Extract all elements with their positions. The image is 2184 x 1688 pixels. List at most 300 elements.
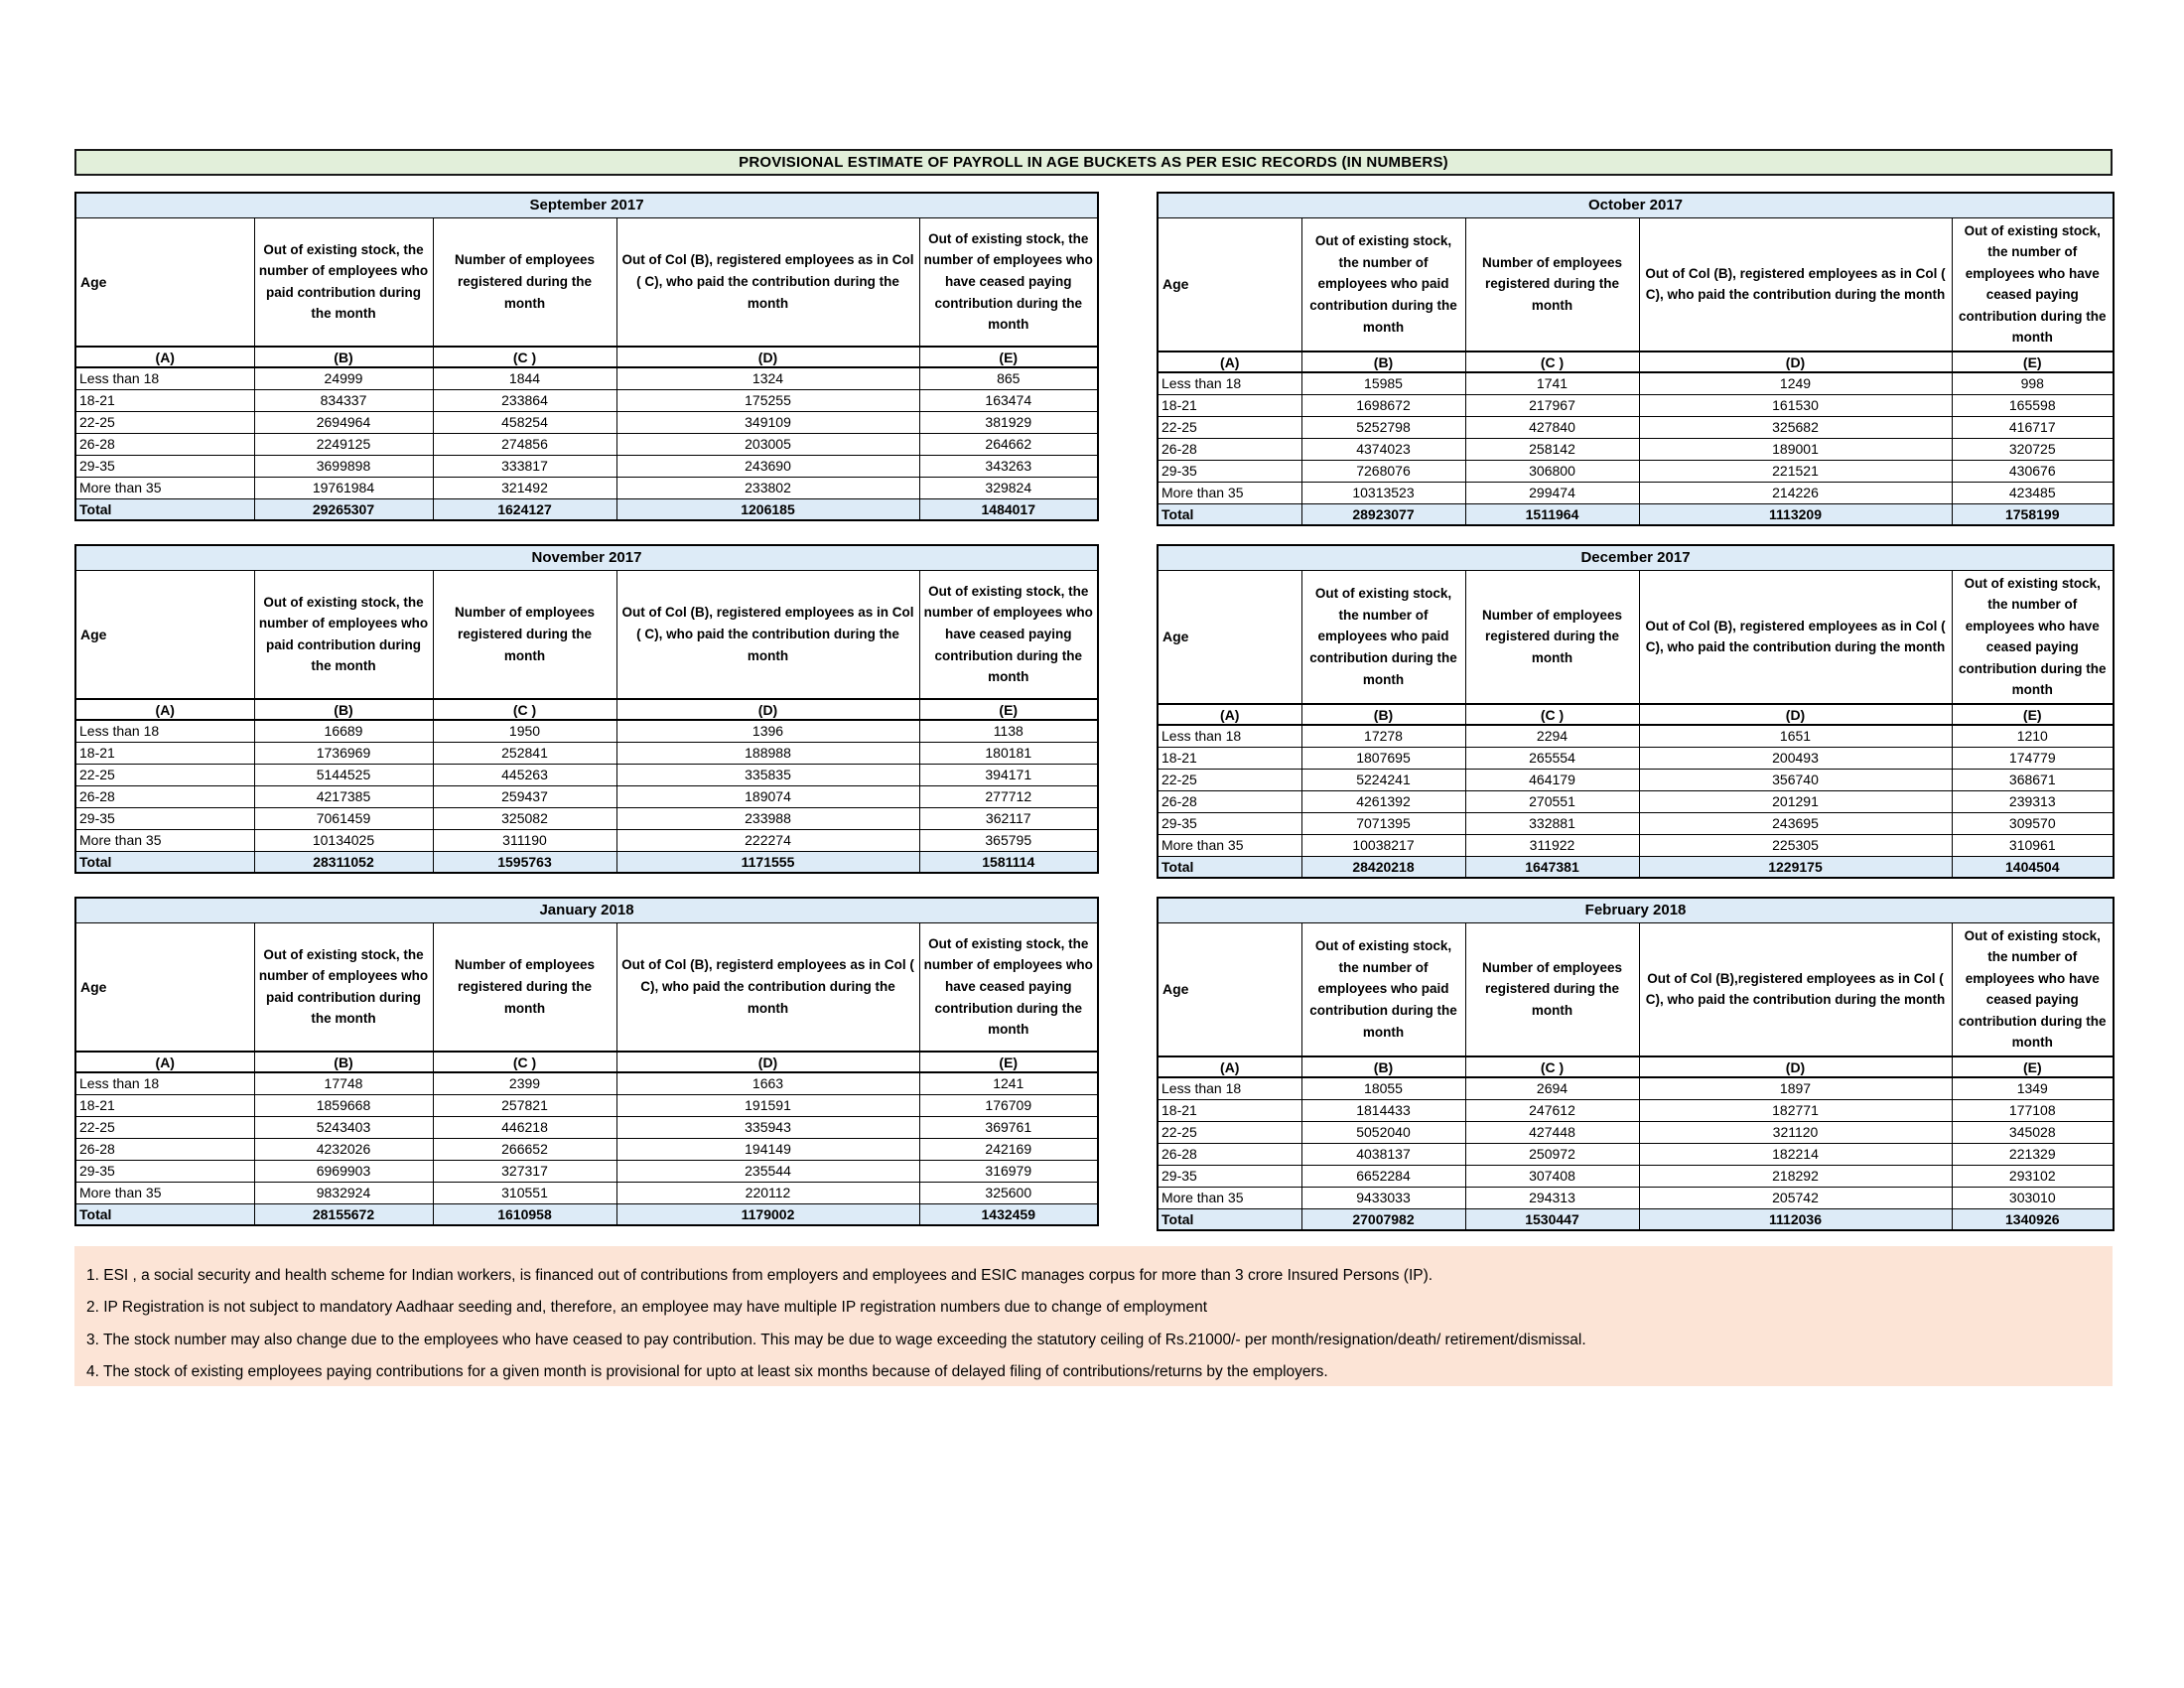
value-cell: 333817 <box>433 455 616 477</box>
value-cell: 4374023 <box>1301 438 1465 460</box>
value-cell: 188988 <box>616 742 919 764</box>
value-cell: 176709 <box>919 1094 1098 1116</box>
value-cell: 5144525 <box>254 764 433 785</box>
value-cell: 1698672 <box>1301 394 1465 416</box>
value-cell: 270551 <box>1465 790 1639 812</box>
value-cell: 325600 <box>919 1182 1098 1203</box>
table-row <box>1158 1077 2114 1099</box>
value-cell: 329824 <box>919 477 1098 498</box>
age-label: Total <box>1158 1208 1301 1230</box>
value-cell: 445263 <box>433 764 616 785</box>
table-row <box>75 807 1098 829</box>
table-row <box>75 433 1098 455</box>
table-row <box>75 477 1098 498</box>
value-cell: 201291 <box>1639 790 1952 812</box>
total-row <box>1158 856 2114 878</box>
age-label: Less than 18 <box>75 720 254 742</box>
table-row <box>1158 1165 2114 1187</box>
value-cell: 1112036 <box>1639 1208 1952 1230</box>
value-cell: 5243403 <box>254 1116 433 1138</box>
col-letter-a: (A) <box>75 699 254 720</box>
value-cell: 865 <box>919 367 1098 389</box>
value-cell: 416717 <box>1952 416 2114 438</box>
col-letter-e: (E) <box>1952 704 2114 725</box>
value-cell: 1396 <box>616 720 919 742</box>
value-cell: 258142 <box>1465 438 1639 460</box>
col-header-e: Out of existing stock, the number of employees who have ceased paying contribution during the month <box>919 217 1098 347</box>
value-cell: 464179 <box>1465 769 1639 790</box>
value-cell: 332881 <box>1465 812 1639 834</box>
table-row <box>1158 1187 2114 1208</box>
value-cell: 194149 <box>616 1138 919 1160</box>
value-cell: 430676 <box>1952 460 2114 482</box>
value-cell: 2399 <box>433 1072 616 1094</box>
month-title: October 2017 <box>1158 193 2114 217</box>
value-cell: 233864 <box>433 389 616 411</box>
value-cell: 252841 <box>433 742 616 764</box>
col-header-e: Out of existing stock, the number of employees who have ceased paying contribution during the month <box>919 570 1098 699</box>
value-cell: 205742 <box>1639 1187 1952 1208</box>
age-label: 26-28 <box>1158 438 1301 460</box>
value-cell: 1610958 <box>433 1203 616 1225</box>
value-cell: 6652284 <box>1301 1165 1465 1187</box>
value-cell: 1807695 <box>1301 747 1465 769</box>
value-cell: 2694964 <box>254 411 433 433</box>
age-label: Less than 18 <box>1158 1077 1301 1099</box>
age-label: 18-21 <box>75 389 254 411</box>
age-label: More than 35 <box>1158 482 1301 503</box>
value-cell: 321120 <box>1639 1121 1952 1143</box>
value-cell: 299474 <box>1465 482 1639 503</box>
col-header-b: Out of existing stock, the number of employees who paid contribution during the month <box>1301 217 1465 352</box>
value-cell: 325082 <box>433 807 616 829</box>
value-cell: 1844 <box>433 367 616 389</box>
value-cell: 266652 <box>433 1138 616 1160</box>
col-header-e: Out of existing stock, the number of employees who have ceased paying contribution during the month <box>1952 570 2114 704</box>
footnote-3: 3. The stock number may also change due to the employees who have ceased to pay contribution. This may be due to wage exceeding the statutory ceiling of Rs.21000/- per month/resignation/death/ retirement/dismissal. <box>86 1331 1586 1348</box>
value-cell: 221329 <box>1952 1143 2114 1165</box>
table-row <box>75 1182 1098 1203</box>
value-cell: 321492 <box>433 477 616 498</box>
value-cell: 427840 <box>1465 416 1639 438</box>
value-cell: 320725 <box>1952 438 2114 460</box>
age-label: More than 35 <box>1158 1187 1301 1208</box>
table-row <box>75 411 1098 433</box>
value-cell: 28923077 <box>1301 503 1465 525</box>
value-cell: 368671 <box>1952 769 2114 790</box>
value-cell: 191591 <box>616 1094 919 1116</box>
col-header-d: Out of Col (B), registered employees as in Col ( C), who paid the contribution during the month <box>1639 570 1952 704</box>
age-label: 22-25 <box>75 764 254 785</box>
footnote-4: 4. The stock of existing employees paying contributions for a given month is provisional for upto at least six months because of delayed filing of contributions/returns by the employers. <box>86 1363 1328 1381</box>
col-letter-c: (C ) <box>433 1052 616 1072</box>
value-cell: 1758199 <box>1952 503 2114 525</box>
value-cell: 242169 <box>919 1138 1098 1160</box>
value-cell: 2694 <box>1465 1077 1639 1099</box>
table-october-2017 <box>1157 192 2113 526</box>
value-cell: 7061459 <box>254 807 433 829</box>
col-header-d: Out of Col (B), registerd employees as in Col ( C), who paid the contribution during the month <box>616 922 919 1052</box>
col-letter-b: (B) <box>1301 704 1465 725</box>
value-cell: 310961 <box>1952 834 2114 856</box>
value-cell: 1595763 <box>433 851 616 873</box>
value-cell: 1113209 <box>1639 503 1952 525</box>
total-row <box>75 498 1098 520</box>
age-label: 26-28 <box>75 1138 254 1160</box>
value-cell: 221521 <box>1639 460 1952 482</box>
age-label: 26-28 <box>1158 1143 1301 1165</box>
value-cell: 2294 <box>1465 725 1639 747</box>
table-row <box>75 1138 1098 1160</box>
value-cell: 233802 <box>616 477 919 498</box>
value-cell: 5252798 <box>1301 416 1465 438</box>
col-header-age: Age <box>1158 922 1301 1056</box>
col-header-d: Out of Col (B),registered employees as in Col ( C), who paid the contribution during the month <box>1639 922 1952 1056</box>
table-row <box>1158 769 2114 790</box>
value-cell: 1741 <box>1465 372 1639 394</box>
table-row <box>75 389 1098 411</box>
value-cell: 1484017 <box>919 498 1098 520</box>
value-cell: 1897 <box>1639 1077 1952 1099</box>
col-letter-a: (A) <box>75 1052 254 1072</box>
total-row <box>1158 1208 2114 1230</box>
age-label: More than 35 <box>75 477 254 498</box>
value-cell: 189001 <box>1639 438 1952 460</box>
col-header-age: Age <box>75 570 254 699</box>
age-label: 18-21 <box>75 1094 254 1116</box>
table-row <box>75 1160 1098 1182</box>
col-letter-e: (E) <box>1952 1056 2114 1077</box>
age-label: 29-35 <box>75 1160 254 1182</box>
value-cell: 7268076 <box>1301 460 1465 482</box>
value-cell: 233988 <box>616 807 919 829</box>
age-label: 18-21 <box>1158 394 1301 416</box>
age-label: More than 35 <box>1158 834 1301 856</box>
value-cell: 264662 <box>919 433 1098 455</box>
value-cell: 369761 <box>919 1116 1098 1138</box>
value-cell: 381929 <box>919 411 1098 433</box>
col-header-c: Number of employees registered during the month <box>1465 217 1639 352</box>
age-label: More than 35 <box>75 829 254 851</box>
value-cell: 222274 <box>616 829 919 851</box>
age-label: 26-28 <box>1158 790 1301 812</box>
value-cell: 225305 <box>1639 834 1952 856</box>
col-letter-b: (B) <box>254 1052 433 1072</box>
value-cell: 4217385 <box>254 785 433 807</box>
age-label: Total <box>75 1203 254 1225</box>
col-letter-d: (D) <box>1639 1056 1952 1077</box>
value-cell: 4232026 <box>254 1138 433 1160</box>
value-cell: 306800 <box>1465 460 1639 482</box>
value-cell: 394171 <box>919 764 1098 785</box>
table-row <box>1158 460 2114 482</box>
table-row <box>1158 812 2114 834</box>
value-cell: 16689 <box>254 720 433 742</box>
value-cell: 1859668 <box>254 1094 433 1116</box>
value-cell: 182214 <box>1639 1143 1952 1165</box>
col-header-b: Out of existing stock, the number of employees who paid contribution during the month <box>1301 922 1465 1056</box>
value-cell: 343263 <box>919 455 1098 477</box>
col-letter-c: (C ) <box>1465 352 1639 372</box>
table-february-2018 <box>1157 897 2113 1231</box>
col-letter-e: (E) <box>1952 352 2114 372</box>
month-title: January 2018 <box>75 898 1098 922</box>
col-letter-b: (B) <box>254 699 433 720</box>
value-cell: 345028 <box>1952 1121 2114 1143</box>
col-header-e: Out of existing stock, the number of employees who have ceased paying contribution during the month <box>1952 922 2114 1056</box>
value-cell: 4261392 <box>1301 790 1465 812</box>
col-letter-e: (E) <box>919 1052 1098 1072</box>
value-cell: 257821 <box>433 1094 616 1116</box>
col-letter-e: (E) <box>919 347 1098 367</box>
value-cell: 28420218 <box>1301 856 1465 878</box>
value-cell: 7071395 <box>1301 812 1465 834</box>
col-header-c: Number of employees registered during the month <box>433 922 616 1052</box>
value-cell: 203005 <box>616 433 919 455</box>
table-row <box>1158 725 2114 747</box>
total-row <box>1158 503 2114 525</box>
value-cell: 220112 <box>616 1182 919 1203</box>
value-cell: 175255 <box>616 389 919 411</box>
age-label: 29-35 <box>75 455 254 477</box>
table-row <box>75 829 1098 851</box>
table-row <box>1158 394 2114 416</box>
table-row <box>75 455 1098 477</box>
value-cell: 189074 <box>616 785 919 807</box>
value-cell: 1241 <box>919 1072 1098 1094</box>
col-header-d: Out of Col (B), registered employees as in Col ( C), who paid the contribution during the month <box>616 570 919 699</box>
col-header-age: Age <box>1158 570 1301 704</box>
value-cell: 5224241 <box>1301 769 1465 790</box>
table-september-2017 <box>74 192 1097 521</box>
table-row <box>1158 416 2114 438</box>
value-cell: 2249125 <box>254 433 433 455</box>
value-cell: 1530447 <box>1465 1208 1639 1230</box>
value-cell: 335943 <box>616 1116 919 1138</box>
value-cell: 235544 <box>616 1160 919 1182</box>
age-label: 29-35 <box>1158 812 1301 834</box>
value-cell: 200493 <box>1639 747 1952 769</box>
value-cell: 1663 <box>616 1072 919 1094</box>
total-row <box>75 851 1098 873</box>
value-cell: 293102 <box>1952 1165 2114 1187</box>
age-label: More than 35 <box>75 1182 254 1203</box>
value-cell: 17748 <box>254 1072 433 1094</box>
value-cell: 335835 <box>616 764 919 785</box>
value-cell: 15985 <box>1301 372 1465 394</box>
value-cell: 3699898 <box>254 455 433 477</box>
col-letter-b: (B) <box>254 347 433 367</box>
value-cell: 446218 <box>433 1116 616 1138</box>
col-letter-c: (C ) <box>433 699 616 720</box>
value-cell: 1229175 <box>1639 856 1952 878</box>
age-label: Less than 18 <box>75 367 254 389</box>
page-title: PROVISIONAL ESTIMATE OF PAYROLL IN AGE BUCKETS AS PER ESIC RECORDS (IN NUMBERS) <box>74 149 2113 176</box>
value-cell: 1340926 <box>1952 1208 2114 1230</box>
age-label: Total <box>75 851 254 873</box>
value-cell: 24999 <box>254 367 433 389</box>
value-cell: 1432459 <box>919 1203 1098 1225</box>
month-title: February 2018 <box>1158 898 2114 922</box>
total-row <box>75 1203 1098 1225</box>
value-cell: 307408 <box>1465 1165 1639 1187</box>
value-cell: 19761984 <box>254 477 433 498</box>
value-cell: 9832924 <box>254 1182 433 1203</box>
age-label: 29-35 <box>1158 460 1301 482</box>
value-cell: 1138 <box>919 720 1098 742</box>
value-cell: 265554 <box>1465 747 1639 769</box>
value-cell: 274856 <box>433 433 616 455</box>
col-header-c: Number of employees registered during the month <box>1465 570 1639 704</box>
age-label: 18-21 <box>1158 1099 1301 1121</box>
value-cell: 180181 <box>919 742 1098 764</box>
table-row <box>75 1116 1098 1138</box>
value-cell: 277712 <box>919 785 1098 807</box>
col-letter-d: (D) <box>1639 704 1952 725</box>
value-cell: 10313523 <box>1301 482 1465 503</box>
footnotes-block <box>74 1246 2113 1386</box>
age-label: 18-21 <box>1158 747 1301 769</box>
value-cell: 327317 <box>433 1160 616 1182</box>
table-row <box>1158 372 2114 394</box>
col-letter-d: (D) <box>1639 352 1952 372</box>
value-cell: 356740 <box>1639 769 1952 790</box>
value-cell: 247612 <box>1465 1099 1639 1121</box>
table-row <box>75 742 1098 764</box>
value-cell: 243690 <box>616 455 919 477</box>
value-cell: 834337 <box>254 389 433 411</box>
value-cell: 423485 <box>1952 482 2114 503</box>
value-cell: 303010 <box>1952 1187 2114 1208</box>
value-cell: 1206185 <box>616 498 919 520</box>
value-cell: 310551 <box>433 1182 616 1203</box>
col-header-d: Out of Col (B), registered employees as in Col ( C), who paid the contribution during the month <box>616 217 919 347</box>
col-header-b: Out of existing stock, the number of employees who paid contribution during the month <box>1301 570 1465 704</box>
value-cell: 1651 <box>1639 725 1952 747</box>
value-cell: 4038137 <box>1301 1143 1465 1165</box>
table-row <box>1158 1143 2114 1165</box>
col-header-c: Number of employees registered during the month <box>433 217 616 347</box>
value-cell: 29265307 <box>254 498 433 520</box>
footnote-1: 1. ESI , a social security and health scheme for Indian workers, is financed out of contributions from employers and employees and ESIC manages corpus for more than 3 crore Insured Persons (IP). <box>86 1267 1433 1284</box>
col-letter-d: (D) <box>616 347 919 367</box>
month-title: December 2017 <box>1158 545 2114 570</box>
age-label: 26-28 <box>75 785 254 807</box>
col-letter-c: (C ) <box>433 347 616 367</box>
value-cell: 325682 <box>1639 416 1952 438</box>
col-header-age: Age <box>75 217 254 347</box>
col-header-d: Out of Col (B), registered employees as in Col ( C), who paid the contribution during the month <box>1639 217 1952 352</box>
col-letter-b: (B) <box>1301 1056 1465 1077</box>
month-title: September 2017 <box>75 193 1098 217</box>
table-row <box>75 720 1098 742</box>
value-cell: 161530 <box>1639 394 1952 416</box>
value-cell: 163474 <box>919 389 1098 411</box>
age-label: 29-35 <box>75 807 254 829</box>
value-cell: 998 <box>1952 372 2114 394</box>
value-cell: 458254 <box>433 411 616 433</box>
col-header-b: Out of existing stock, the number of employees who paid contribution during the month <box>254 217 433 347</box>
value-cell: 17278 <box>1301 725 1465 747</box>
age-label: 29-35 <box>1158 1165 1301 1187</box>
value-cell: 218292 <box>1639 1165 1952 1187</box>
age-label: 26-28 <box>75 433 254 455</box>
value-cell: 1814433 <box>1301 1099 1465 1121</box>
value-cell: 1404504 <box>1952 856 2114 878</box>
value-cell: 28155672 <box>254 1203 433 1225</box>
col-header-age: Age <box>75 922 254 1052</box>
table-december-2017 <box>1157 544 2113 879</box>
value-cell: 182771 <box>1639 1099 1952 1121</box>
value-cell: 28311052 <box>254 851 433 873</box>
value-cell: 9433033 <box>1301 1187 1465 1208</box>
age-label: Less than 18 <box>1158 372 1301 394</box>
value-cell: 243695 <box>1639 812 1952 834</box>
table-row <box>1158 438 2114 460</box>
value-cell: 311922 <box>1465 834 1639 856</box>
table-row <box>75 764 1098 785</box>
age-label: Less than 18 <box>75 1072 254 1094</box>
col-letter-d: (D) <box>616 699 919 720</box>
value-cell: 1171555 <box>616 851 919 873</box>
col-letter-e: (E) <box>919 699 1098 720</box>
table-row <box>75 1072 1098 1094</box>
col-header-c: Number of employees registered during the month <box>1465 922 1639 1056</box>
table-row <box>1158 834 2114 856</box>
value-cell: 362117 <box>919 807 1098 829</box>
value-cell: 1647381 <box>1465 856 1639 878</box>
age-label: 22-25 <box>75 1116 254 1138</box>
value-cell: 1324 <box>616 367 919 389</box>
value-cell: 1349 <box>1952 1077 2114 1099</box>
footnote-2: 2. IP Registration is not subject to mandatory Aadhaar seeding and, therefore, an employee may have multiple IP registration numbers due to change of employment <box>86 1299 1208 1317</box>
age-label: Total <box>1158 503 1301 525</box>
value-cell: 250972 <box>1465 1143 1639 1165</box>
table-november-2017 <box>74 544 1097 874</box>
value-cell: 365795 <box>919 829 1098 851</box>
value-cell: 259437 <box>433 785 616 807</box>
col-header-b: Out of existing stock, the number of employees who paid contribution during the month <box>254 922 433 1052</box>
value-cell: 1249 <box>1639 372 1952 394</box>
table-row <box>75 1094 1098 1116</box>
value-cell: 27007982 <box>1301 1208 1465 1230</box>
value-cell: 217967 <box>1465 394 1639 416</box>
month-title: November 2017 <box>75 545 1098 570</box>
col-header-e: Out of existing stock, the number of employees who have ceased paying contribution during the month <box>1952 217 2114 352</box>
age-label: 22-25 <box>1158 769 1301 790</box>
value-cell: 214226 <box>1639 482 1952 503</box>
table-row <box>75 367 1098 389</box>
value-cell: 174779 <box>1952 747 2114 769</box>
table-row <box>1158 747 2114 769</box>
value-cell: 18055 <box>1301 1077 1465 1099</box>
value-cell: 316979 <box>919 1160 1098 1182</box>
age-label: Total <box>75 498 254 520</box>
value-cell: 6969903 <box>254 1160 433 1182</box>
col-letter-a: (A) <box>75 347 254 367</box>
value-cell: 177108 <box>1952 1099 2114 1121</box>
col-header-e: Out of existing stock, the number of employees who have ceased paying contribution during the month <box>919 922 1098 1052</box>
age-label: 22-25 <box>1158 416 1301 438</box>
value-cell: 10038217 <box>1301 834 1465 856</box>
value-cell: 311190 <box>433 829 616 851</box>
table-row <box>75 785 1098 807</box>
age-label: Total <box>1158 856 1301 878</box>
age-label: Less than 18 <box>1158 725 1301 747</box>
value-cell: 427448 <box>1465 1121 1639 1143</box>
table-january-2018 <box>74 897 1097 1226</box>
value-cell: 1179002 <box>616 1203 919 1225</box>
